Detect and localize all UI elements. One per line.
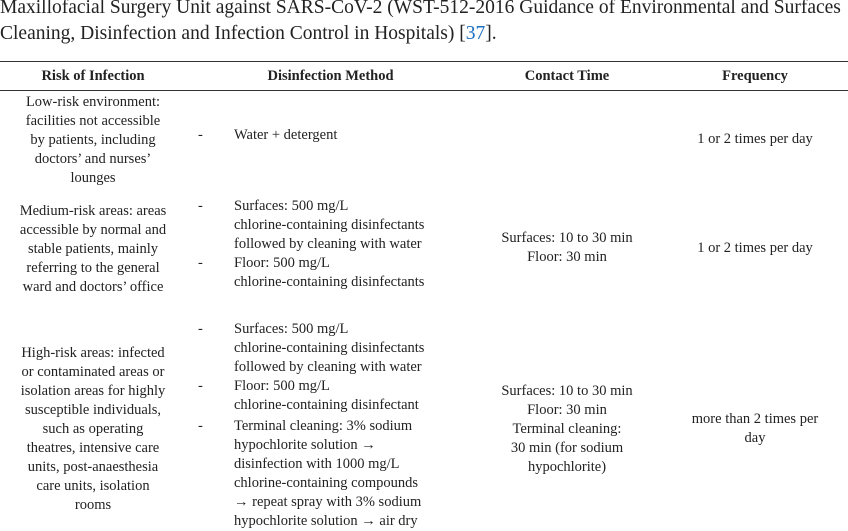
bullet-dash: - — [198, 418, 203, 434]
method-cell-line: followed by cleaning with water — [234, 236, 422, 252]
method-cell-line: chlorine-containing disinfectant — [234, 397, 419, 413]
caption-line-1: Maxillofacial Surgery Unit against SARS-CoV-2 (WST-512-2016 Guidance of Environmental and Surfaces — [0, 0, 841, 18]
contact-cell-line: 30 min (for sodium — [510, 440, 624, 456]
risk-cell-line: units, post-anaesthesia — [27, 459, 159, 475]
risk-cell-line: ward and doctors’ office — [22, 279, 164, 295]
method-cell-line: Terminal cleaning: 3% sodium — [234, 418, 413, 434]
risk-cell-line: by patients, including — [30, 132, 156, 148]
contact-cell-line: Floor: 30 min — [527, 402, 607, 418]
risk-cell-line: rooms — [74, 497, 112, 513]
contact-cell-line: Floor: 30 min — [527, 249, 607, 265]
risk-cell-line: High-risk areas: infected — [21, 345, 165, 361]
frequency-cell-line: more than 2 times per — [691, 411, 819, 427]
header-bottom-rule — [0, 90, 848, 91]
risk-cell-line: susceptible individuals, — [24, 402, 162, 418]
method-cell-line: disinfection with 1000 mg/L — [234, 456, 400, 472]
risk-cell-line: facilities not accessible — [25, 113, 161, 129]
method-cell-line: hypochlorite solution → — [234, 437, 376, 453]
header-contact: Contact Time — [524, 68, 610, 84]
risk-cell-line: referring to the general — [26, 260, 160, 276]
bullet-dash: - — [198, 378, 203, 394]
frequency-cell-line: 1 or 2 times per day — [697, 131, 813, 147]
risk-cell-line: care units, isolation — [36, 478, 150, 494]
method-cell-line: Surfaces: 500 mg/L — [234, 321, 349, 337]
method-cell-line: → repeat spray with 3% sodium — [234, 494, 422, 510]
reference-link[interactable]: 37 — [465, 23, 486, 44]
method-cell-line: chlorine-containing disinfectants — [234, 217, 425, 233]
method-cell-line: followed by cleaning with water — [234, 359, 422, 375]
method-cell-line: chlorine-containing disinfectants — [234, 274, 425, 290]
frequency-cell-line: 1 or 2 times per day — [697, 240, 813, 256]
method-cell-line: hypochlorite solution → air dry — [234, 513, 418, 529]
header-risk: Risk of Infection — [41, 68, 145, 84]
method-cell-line: Surfaces: 500 mg/L — [234, 198, 349, 214]
caption-line-2-text: Cleaning, Disinfection and Infection Control in Hospitals) [ — [0, 23, 466, 44]
bullet-dash: - — [198, 127, 203, 143]
frequency-cell-line: day — [744, 430, 766, 446]
method-cell-line: Floor: 500 mg/L — [234, 378, 330, 394]
caption-line-2-end: ]. — [485, 23, 497, 44]
caption-line-2 — [0, 21, 497, 47]
risk-cell-line: Low-risk environment: — [25, 94, 161, 110]
contact-cell-line: hypochlorite) — [527, 459, 607, 475]
bullet-dash: - — [198, 255, 203, 271]
header-method: Disinfection Method — [267, 68, 394, 84]
contact-cell-line: Surfaces: 10 to 30 min — [501, 383, 633, 399]
contact-cell-line: Surfaces: 10 to 30 min — [501, 230, 633, 246]
method-cell-line: chlorine-containing disinfectants — [234, 340, 425, 356]
risk-cell-line: isolation areas for highly — [20, 383, 166, 399]
risk-cell-line: theatres, intensive care — [26, 440, 160, 456]
bullet-dash: - — [198, 198, 203, 214]
risk-cell-line: Medium-risk areas: areas — [19, 203, 167, 219]
method-cell-line: Water + detergent — [234, 127, 338, 143]
method-cell-line: Floor: 500 mg/L — [234, 255, 330, 271]
risk-cell-line: or contaminated areas or — [21, 364, 165, 380]
risk-cell-line: stable patients, mainly — [27, 241, 159, 257]
risk-cell-line: doctors’ and nurses’ — [34, 151, 152, 167]
header-frequency: Frequency — [722, 68, 788, 84]
risk-cell-line: accessible by normal and — [19, 222, 167, 238]
risk-cell-line: such as operating — [42, 421, 144, 437]
table-top-rule — [0, 61, 848, 62]
contact-cell-line: Terminal cleaning: — [512, 421, 622, 437]
method-cell-line: chlorine-containing compounds — [234, 475, 419, 491]
bullet-dash: - — [198, 321, 203, 337]
risk-cell-line: lounges — [70, 170, 116, 186]
